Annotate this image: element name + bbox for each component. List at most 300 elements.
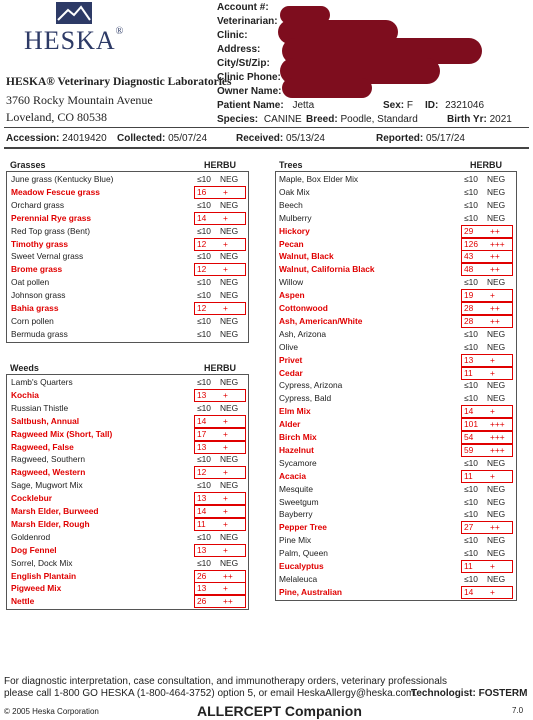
accession-number: 24019420 — [62, 133, 107, 144]
allergen-value: ≤10 — [197, 225, 211, 236]
allergen-name: Orchard grass — [11, 199, 65, 210]
allergen-result: + — [223, 493, 228, 504]
allergen-name: Sage, Mugwort Mix — [11, 480, 83, 491]
result-row — [279, 547, 514, 560]
allergen-name: Cottonwood — [279, 303, 328, 313]
allergen-result: NEG — [487, 341, 506, 352]
trees-col-header: HERBU — [470, 160, 503, 170]
allergen-value: 13 — [197, 493, 207, 504]
allergen-value: 16 — [197, 186, 207, 197]
allergen-name: Oak Mix — [279, 186, 310, 197]
patient-name-label: Patient Name: — [217, 100, 284, 111]
allergen-name: Elm Mix — [279, 406, 311, 417]
result-row — [279, 444, 514, 457]
allergen-result: NEG — [487, 509, 506, 520]
allergen-value: 12 — [197, 238, 207, 249]
allergen-name: Dog Fennel — [11, 544, 57, 555]
allergen-result: NEG — [220, 328, 239, 339]
allergen-name: Sorrel, Dock Mix — [11, 557, 73, 568]
patient-sex: F — [406, 100, 414, 111]
technologist-name: FOSTERM — [478, 688, 528, 699]
allergen-result: NEG — [487, 199, 506, 210]
allergen-result: + — [223, 415, 228, 426]
allergen-name: Acacia — [279, 470, 307, 481]
result-row — [11, 315, 246, 328]
allergen-name: Ragweed, False — [11, 441, 74, 452]
allergen-name: Cedar — [279, 367, 303, 378]
allergen-name: Brome grass — [11, 264, 63, 275]
allergen-name: Marsh Elder, Burweed — [11, 506, 99, 516]
allergen-value: ≤10 — [464, 535, 478, 546]
allergen-result: + — [223, 186, 228, 197]
allergen-name: Alder — [279, 419, 301, 430]
allergen-name: Pigweed Mix — [11, 583, 62, 594]
allergen-value: 54 — [464, 432, 474, 442]
footer-text-line1: For diagnostic interpretation, case consultation, and immunotherapy orders, veterinary professionals — [4, 676, 448, 687]
allergen-value: ≤10 — [197, 454, 211, 465]
allergen-result: NEG — [487, 573, 506, 584]
result-row — [11, 570, 246, 583]
result-row — [279, 508, 514, 521]
result-row — [279, 302, 514, 315]
result-row — [11, 518, 246, 531]
species-label: Species: — [217, 114, 259, 125]
allergen-value: 126 — [464, 238, 478, 249]
allergen-result: + — [490, 290, 495, 301]
lab-address-line1: 3760 Rocky Mountain Avenue — [6, 93, 153, 107]
result-row — [11, 453, 246, 466]
account-label: Account #: — [217, 2, 269, 13]
allergen-name: Hazelnut — [279, 444, 314, 455]
allergen-result: ++ — [490, 225, 500, 236]
allergen-result: NEG — [220, 315, 239, 326]
allergen-result: NEG — [487, 380, 506, 391]
weeds-title: Weeds — [10, 363, 39, 373]
allergen-name: Lamb's Quarters — [11, 377, 73, 387]
allergen-value: 59 — [464, 444, 474, 455]
allergen-result: +++ — [490, 238, 505, 249]
result-row — [279, 367, 514, 380]
allergen-value: 29 — [464, 225, 474, 236]
result-row — [279, 186, 514, 199]
allergen-value: 13 — [464, 354, 474, 365]
allergen-name: Cypress, Bald — [279, 393, 332, 404]
result-row — [11, 557, 246, 570]
allergen-result: + — [223, 518, 228, 529]
result-row — [279, 199, 514, 212]
allergen-value: 17 — [197, 428, 207, 439]
result-row — [11, 250, 246, 263]
result-row — [11, 328, 246, 341]
allergen-value: ≤10 — [197, 290, 211, 301]
allergen-name: Timothy grass — [11, 238, 69, 249]
allergen-name: Nettle — [11, 596, 35, 607]
allergen-name: Meadow Fescue grass — [11, 186, 100, 197]
result-row — [279, 560, 514, 573]
allergen-result: NEG — [487, 277, 506, 288]
lab-name: HESKA® Veterinary Diagnostic Laboratories — [6, 76, 232, 88]
allergen-name: Bahia grass — [11, 303, 59, 313]
weeds-col-header: HERBU — [204, 363, 237, 373]
allergen-value: ≤10 — [464, 341, 478, 352]
allergen-result: NEG — [487, 328, 506, 339]
result-row — [279, 483, 514, 496]
allergen-result: + — [490, 586, 495, 597]
allergen-result: NEG — [220, 251, 239, 262]
result-row — [11, 199, 246, 212]
result-row — [279, 238, 514, 251]
lab-address-line2: Loveland, CO 80538 — [6, 110, 107, 124]
allergen-result: NEG — [487, 548, 506, 559]
allergen-name: Maple, Box Elder Mix — [279, 174, 359, 184]
allergen-name: Russian Thistle — [11, 402, 69, 413]
allergen-result: ++ — [490, 522, 500, 533]
allergen-result: NEG — [220, 402, 239, 413]
allergen-result: NEG — [487, 496, 506, 507]
result-row — [279, 354, 514, 367]
allergen-value: ≤10 — [464, 483, 478, 494]
allergen-value: 12 — [197, 467, 207, 478]
allergen-name: Eucalyptus — [279, 561, 324, 571]
allergen-value: ≤10 — [197, 251, 211, 262]
allergen-value: ≤10 — [464, 199, 478, 210]
result-row — [279, 173, 514, 186]
allergen-result: ++ — [490, 315, 500, 326]
address-label: Address: — [217, 44, 261, 55]
allergen-result: + — [223, 238, 228, 249]
allergen-name: Palm, Queen — [279, 548, 328, 559]
allergen-value: ≤10 — [197, 174, 211, 184]
allergen-value: 13 — [197, 441, 207, 452]
copyright: © 2005 Heska Corporation — [4, 707, 99, 716]
allergen-result: + — [490, 367, 495, 378]
patient-breed: Poodle, Standard — [340, 114, 418, 125]
allergen-value: 28 — [464, 315, 474, 326]
footer-text-line2: please call 1-800 GO HESKA (1-800-464-3752) option 5, or email HeskaAllergy@heska.com. — [4, 688, 418, 699]
grasses-title: Grasses — [10, 160, 46, 170]
allergen-name: Ragweed, Southern — [11, 454, 86, 465]
allergen-value: 48 — [464, 264, 474, 275]
allergen-result: + — [223, 467, 228, 478]
product-name: ALLERCEPT Companion — [197, 703, 362, 719]
result-row — [11, 402, 246, 415]
allergen-result: NEG — [220, 531, 239, 542]
allergen-result: + — [490, 354, 495, 365]
result-row — [11, 263, 246, 276]
allergen-result: NEG — [220, 199, 239, 210]
allergen-result: NEG — [220, 377, 239, 387]
allergen-value: 12 — [197, 264, 207, 275]
allergen-name: Corn pollen — [11, 315, 54, 326]
owner-name-label: Owner Name: — [217, 86, 282, 97]
result-row — [11, 544, 246, 557]
allergen-name: Melaleuca — [279, 573, 318, 584]
birth-year-label: Birth Yr: — [447, 114, 487, 125]
allergen-value: 43 — [464, 251, 474, 262]
allergen-result: + — [223, 303, 228, 313]
allergen-result: NEG — [220, 225, 239, 236]
allergen-result: +++ — [490, 419, 505, 430]
reported-label: Reported: — [376, 133, 424, 144]
allergen-name: Olive — [279, 341, 299, 352]
result-row — [279, 534, 514, 547]
allergen-result: +++ — [490, 444, 505, 455]
allergen-value: ≤10 — [464, 496, 478, 507]
allergen-value: 14 — [197, 415, 207, 426]
received-date: 05/13/24 — [286, 133, 325, 144]
allergen-name: Mesquite — [279, 483, 313, 494]
result-row — [279, 289, 514, 302]
veterinarian-label: Veterinarian: — [217, 16, 278, 27]
allergen-value: ≤10 — [464, 509, 478, 520]
allergen-name: Kochia — [11, 389, 39, 400]
allergen-name: Sweetgum — [279, 496, 319, 507]
id-label: ID: — [425, 100, 439, 111]
allergen-result: +++ — [490, 432, 505, 442]
allergen-value: 11 — [464, 367, 473, 378]
trees-title: Trees — [279, 160, 303, 170]
result-row — [279, 212, 514, 225]
allergen-name: June grass (Kentucky Blue) — [11, 174, 114, 184]
allergen-name: Bermuda grass — [11, 328, 68, 339]
allergen-result: NEG — [220, 480, 239, 491]
result-row — [11, 376, 246, 389]
allergen-value: ≤10 — [197, 277, 211, 288]
allergen-result: + — [223, 212, 228, 223]
allergen-name: English Plantain — [11, 570, 77, 581]
patient-id: 2321046 — [445, 100, 485, 111]
allergen-result: + — [223, 506, 228, 516]
version: 7.0 — [512, 706, 524, 715]
allergen-result: NEG — [487, 483, 506, 494]
result-row — [279, 470, 514, 483]
allergen-result: NEG — [487, 186, 506, 197]
allergen-name: Sweet Vernal grass — [11, 251, 84, 262]
allergen-value: ≤10 — [464, 277, 478, 288]
allergen-name: Cypress, Arizona — [279, 380, 343, 391]
received-label: Received: — [236, 133, 284, 144]
result-row — [11, 595, 246, 608]
allergen-value: 19 — [464, 290, 474, 301]
breed-label: Breed: — [306, 114, 338, 125]
allergen-result: + — [223, 264, 228, 275]
allergen-result: + — [223, 441, 228, 452]
result-row — [279, 392, 514, 405]
allergen-result: NEG — [487, 535, 506, 546]
allergen-value: 13 — [197, 389, 207, 400]
allergen-name: Willow — [279, 277, 304, 288]
result-row — [11, 466, 246, 479]
allergen-result: NEG — [487, 457, 506, 468]
allergen-name: Ragweed Mix (Short, Tall) — [11, 428, 113, 439]
allergen-value: ≤10 — [464, 186, 478, 197]
allergen-value: 14 — [464, 406, 474, 417]
collected-date: 05/07/24 — [168, 133, 208, 144]
result-row — [11, 441, 246, 454]
allergen-value: ≤10 — [197, 199, 211, 210]
allergen-name: Aspen — [279, 290, 305, 301]
allergen-value: ≤10 — [464, 328, 478, 339]
allergen-name: Johnson grass — [11, 290, 66, 301]
allergen-name: Walnut, California Black — [279, 264, 375, 275]
allergen-name: Birch Mix — [279, 432, 317, 442]
allergen-name: Saltbush, Annual — [11, 415, 80, 426]
allergen-value: ≤10 — [464, 548, 478, 559]
allergen-result: NEG — [487, 174, 506, 184]
logo-text: HESKA® — [24, 26, 125, 55]
result-row — [11, 389, 246, 402]
result-row — [11, 225, 246, 238]
allergen-name: Sycamore — [279, 457, 317, 468]
allergen-value: 28 — [464, 303, 474, 313]
result-row — [11, 505, 246, 518]
result-row — [279, 250, 514, 263]
divider — [4, 127, 529, 128]
allergen-result: ++ — [490, 251, 500, 262]
allergen-value: ≤10 — [197, 328, 211, 339]
result-row — [279, 225, 514, 238]
allergen-result: + — [490, 470, 495, 481]
allergen-name: Walnut, Black — [279, 251, 334, 262]
result-row — [11, 173, 246, 186]
allergen-value: ≤10 — [464, 174, 478, 184]
result-row — [279, 431, 514, 444]
allergen-name: Ragweed, Western — [11, 467, 86, 478]
result-row — [11, 582, 246, 595]
allergen-name: Mulberry — [279, 212, 312, 223]
allergen-name: Hickory — [279, 225, 310, 236]
allergen-result: NEG — [220, 277, 239, 288]
allergen-value: 13 — [197, 583, 207, 594]
result-row — [11, 479, 246, 492]
allergen-value: 12 — [197, 303, 207, 313]
result-row — [279, 573, 514, 586]
city-label: City/St/Zip: — [217, 58, 270, 69]
allergen-value: 11 — [197, 518, 206, 529]
allergen-result: + — [223, 428, 228, 439]
allergen-name: Beech — [279, 199, 303, 210]
allergen-value: ≤10 — [464, 380, 478, 391]
result-row — [11, 212, 246, 225]
allergen-value: 13 — [197, 544, 207, 555]
allergen-result: + — [223, 389, 228, 400]
allergen-result: NEG — [220, 557, 239, 568]
result-row — [11, 289, 246, 302]
result-row — [279, 315, 514, 328]
result-row — [279, 263, 514, 276]
allergen-result: + — [490, 561, 495, 571]
allergen-result: + — [223, 583, 228, 594]
result-row — [279, 418, 514, 431]
allergen-name: Privet — [279, 354, 303, 365]
divider — [4, 147, 529, 149]
result-row — [11, 186, 246, 199]
patient-birth-year: 2021 — [489, 114, 512, 125]
allergen-result: ++ — [490, 264, 500, 275]
allergen-result: ++ — [223, 570, 233, 581]
allergen-value: ≤10 — [197, 480, 211, 491]
allergen-value: ≤10 — [197, 377, 211, 387]
allergen-name: Pine Mix — [279, 535, 312, 546]
technologist-label: Technologist: — [411, 688, 476, 699]
allergen-result: + — [223, 544, 228, 555]
allergen-name: Goldenrod — [11, 531, 51, 542]
patient-name: Jetta — [292, 100, 315, 111]
allergen-value: ≤10 — [464, 212, 478, 223]
patient-species: CANINE — [263, 114, 302, 125]
allergen-name: Ash, Arizona — [279, 328, 327, 339]
allergen-name: Perennial Rye grass — [11, 212, 92, 223]
allergen-name: Red Top grass (Bent) — [11, 225, 90, 236]
result-row — [11, 302, 246, 315]
allergen-value: ≤10 — [464, 457, 478, 468]
allergen-value: ≤10 — [197, 531, 211, 542]
allergen-value: 26 — [197, 596, 207, 607]
result-row — [279, 521, 514, 534]
allergen-value: 26 — [197, 570, 207, 581]
allergen-result: ++ — [223, 596, 233, 607]
accession-label: Accession: — [6, 133, 60, 144]
result-row — [11, 238, 246, 251]
allergen-name: Bayberry — [279, 509, 313, 520]
allergen-result: NEG — [487, 212, 506, 223]
allergen-value: ≤10 — [197, 557, 211, 568]
result-row — [11, 415, 246, 428]
allergen-value: ≤10 — [197, 402, 211, 413]
allergen-result: NEG — [220, 454, 239, 465]
allergen-result: NEG — [220, 174, 239, 184]
allergen-value: 14 — [197, 212, 207, 223]
result-row — [279, 379, 514, 392]
allergen-value: 11 — [464, 561, 473, 571]
result-row — [279, 405, 514, 418]
sex-label: Sex: — [383, 100, 405, 111]
allergen-value: ≤10 — [464, 393, 478, 404]
allergen-value: 27 — [464, 522, 474, 533]
result-row — [279, 328, 514, 341]
collected-label: Collected: — [117, 133, 166, 144]
allergen-value: 14 — [464, 586, 474, 597]
allergen-name: Marsh Elder, Rough — [11, 518, 90, 529]
reported-date: 05/17/24 — [426, 133, 465, 144]
result-row — [11, 492, 246, 505]
allergen-result: + — [490, 406, 495, 417]
grasses-col-header: HERBU — [204, 160, 237, 170]
allergen-name: Pine, Australian — [279, 586, 342, 597]
allergen-name: Pepper Tree — [279, 522, 327, 533]
result-row — [279, 496, 514, 509]
result-row — [279, 457, 514, 470]
allergen-value: 11 — [464, 470, 473, 481]
result-row — [11, 531, 246, 544]
allergen-value: ≤10 — [197, 315, 211, 326]
allergen-name: Cocklebur — [11, 493, 52, 504]
allergen-name: Pecan — [279, 238, 304, 249]
allergen-name: Oat pollen — [11, 277, 50, 288]
result-row — [11, 428, 246, 441]
clinic-phone-label: Clinic Phone: — [217, 72, 281, 83]
result-row — [279, 586, 514, 599]
result-row — [279, 276, 514, 289]
result-row — [279, 341, 514, 354]
allergen-result: ++ — [490, 303, 500, 313]
clinic-label: Clinic: — [217, 30, 248, 41]
allergen-result: NEG — [220, 290, 239, 301]
allergen-name: Ash, American/White — [279, 315, 363, 326]
allergen-value: 101 — [464, 419, 478, 430]
allergen-result: NEG — [487, 393, 506, 404]
allergen-value: 14 — [197, 506, 207, 516]
